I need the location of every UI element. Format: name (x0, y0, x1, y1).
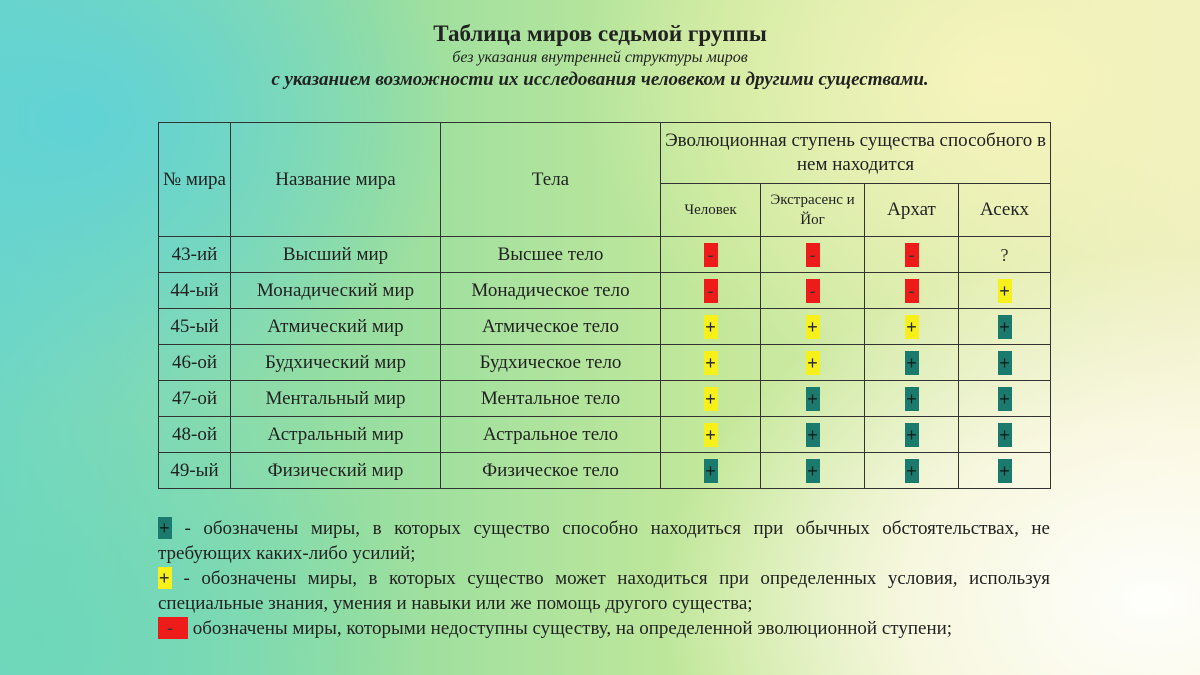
legend-text-red: обозначены миры, которыми недоступны существу, на определенной эволюционной ступени; (188, 618, 953, 639)
access-mark-red: - (806, 279, 820, 303)
legend-mark-red: - (158, 617, 188, 639)
access-mark-yellow: + (705, 424, 716, 445)
cell-psychic (761, 453, 865, 489)
table-row (159, 381, 1051, 417)
access-mark-yellow: + (705, 388, 716, 409)
access-mark-teal: + (906, 388, 917, 409)
header-psychic: Экстрасенс и Йог (761, 184, 865, 237)
cell-world-name: Атмический мир (231, 309, 441, 345)
access-mark-yellow: + (807, 352, 818, 373)
access-mark-red: - (704, 243, 718, 267)
cell-arhat (865, 309, 959, 345)
access-mark-yellow: + (705, 316, 716, 337)
page-title: Таблица миров седьмой группы (433, 21, 767, 46)
cell-world-name: Физический мир (231, 453, 441, 489)
access-mark-red: - (905, 279, 919, 303)
cell-body-name: Физическое тело (441, 453, 661, 489)
access-mark-plain: ? (1000, 244, 1009, 265)
cell-body-name: Ментальное тело (441, 381, 661, 417)
cell-human (661, 309, 761, 345)
table-row (159, 417, 1051, 453)
access-mark-teal: + (807, 424, 818, 445)
access-mark-teal: + (906, 352, 917, 373)
legend-item-teal (158, 516, 1050, 566)
cell-arhat (865, 237, 959, 273)
cell-number: 44-ый (159, 273, 231, 309)
access-mark-teal: + (705, 460, 716, 481)
page-subtitle-bold: с указанием возможности их исследования человеком и другими существами. (271, 69, 929, 90)
cell-arhat (865, 273, 959, 309)
cell-body-name: Высшее тело (441, 237, 661, 273)
table-body (159, 237, 1051, 489)
cell-psychic (761, 237, 865, 273)
access-mark-red: - (704, 279, 718, 303)
cell-human (661, 381, 761, 417)
title-block (0, 20, 1200, 92)
cell-human (661, 273, 761, 309)
cell-asekh (959, 453, 1051, 489)
legend-mark-teal: + (158, 517, 172, 539)
cell-world-name: Монадический мир (231, 273, 441, 309)
access-mark-teal: + (999, 424, 1010, 445)
cell-human (661, 237, 761, 273)
table-row (159, 237, 1051, 273)
cell-number: 46-ой (159, 345, 231, 381)
cell-body-name: Монадическое тело (441, 273, 661, 309)
cell-arhat (865, 381, 959, 417)
cell-number: 47-ой (159, 381, 231, 417)
cell-arhat (865, 453, 959, 489)
page-subtitle-italic: без указания внутренней структуры миров (452, 49, 748, 66)
access-mark-teal: + (807, 388, 818, 409)
cell-body-name: Атмическое тело (441, 309, 661, 345)
legend (158, 516, 1050, 641)
access-mark-teal: + (999, 388, 1010, 409)
header-row-main (159, 123, 1051, 184)
cell-human (661, 345, 761, 381)
cell-number: 48-ой (159, 417, 231, 453)
access-mark-red: - (905, 243, 919, 267)
cell-asekh (959, 309, 1051, 345)
cell-psychic (761, 381, 865, 417)
cell-world-name: Высший мир (231, 237, 441, 273)
table-row (159, 453, 1051, 489)
access-mark-red: - (806, 243, 820, 267)
access-mark-teal: + (906, 424, 917, 445)
cell-arhat (865, 417, 959, 453)
cell-body-name: Будхическое тело (441, 345, 661, 381)
cell-asekh (959, 237, 1051, 273)
cell-psychic (761, 417, 865, 453)
header-asekh: Асекх (959, 184, 1051, 237)
header-number: № мира (159, 123, 231, 237)
access-mark-yellow: + (906, 316, 917, 337)
cell-asekh (959, 345, 1051, 381)
table-row (159, 345, 1051, 381)
cell-asekh (959, 381, 1051, 417)
legend-text-yellow: - обозначены миры, в которых существо может находиться при определенных условия, используя специальные знания, умения и навыки или же помощь другого существа; (158, 568, 1050, 614)
access-mark-yellow: + (999, 280, 1010, 301)
access-mark-yellow: + (807, 316, 818, 337)
header-bodies: Тела (441, 123, 661, 237)
access-mark-teal: + (906, 460, 917, 481)
cell-number: 45-ый (159, 309, 231, 345)
cell-arhat (865, 345, 959, 381)
cell-human (661, 417, 761, 453)
legend-mark-yellow: + (158, 567, 172, 589)
legend-item-yellow (158, 566, 1050, 616)
header-evolution: Эволюционная ступень существа способного в нем находится (661, 123, 1051, 184)
header-name: Название мира (231, 123, 441, 237)
access-mark-yellow: + (705, 352, 716, 373)
cell-asekh (959, 273, 1051, 309)
cell-asekh (959, 417, 1051, 453)
table-row (159, 273, 1051, 309)
header-human: Человек (661, 184, 761, 237)
cell-psychic (761, 309, 865, 345)
cell-number: 43-ий (159, 237, 231, 273)
access-mark-teal: + (999, 352, 1010, 373)
cell-world-name: Ментальный мир (231, 381, 441, 417)
cell-number: 49-ый (159, 453, 231, 489)
cell-psychic (761, 273, 865, 309)
legend-text-teal: - обозначены миры, в которых существо способно находиться при обычных обстоятельствах, не требующих каких-либо усилий; (158, 518, 1050, 564)
header-arhat: Архат (865, 184, 959, 237)
legend-item-red (158, 616, 1050, 641)
cell-world-name: Будхический мир (231, 345, 441, 381)
cell-world-name: Астральный мир (231, 417, 441, 453)
access-mark-teal: + (999, 460, 1010, 481)
cell-body-name: Астральное тело (441, 417, 661, 453)
cell-human (661, 453, 761, 489)
access-mark-teal: + (807, 460, 818, 481)
cell-psychic (761, 345, 865, 381)
worlds-table (158, 122, 1051, 489)
table-row (159, 309, 1051, 345)
access-mark-teal: + (999, 316, 1010, 337)
